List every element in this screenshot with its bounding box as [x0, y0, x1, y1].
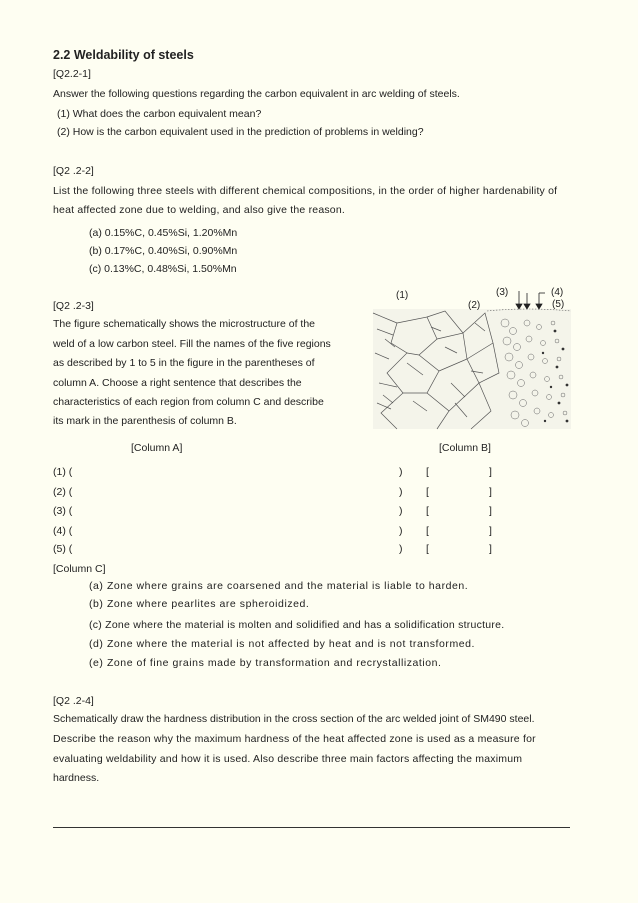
- column-b-close: ]: [489, 543, 492, 555]
- figure-label: (3): [496, 287, 509, 298]
- column-a-header: [Column A]: [131, 442, 183, 454]
- question-item: (2) How is the carbon equivalent used in the prediction of problems in welding?: [57, 126, 424, 138]
- question-tag: [Q2 .2-4]: [53, 695, 94, 707]
- footer-rule: [53, 827, 570, 828]
- column-b-open: [: [426, 505, 429, 517]
- column-b-open: [: [426, 466, 429, 478]
- question-text: weld of a low carbon steel. Fill the names of the five regions: [53, 338, 331, 350]
- column-a-close: ): [399, 505, 403, 517]
- question-text: Answer the following questions regarding the carbon equivalent in arc welding of steels.: [53, 88, 460, 100]
- weld-microstructure-figure: [367, 283, 573, 431]
- question-text: characteristics of each region from column C and describe: [53, 396, 324, 408]
- question-text: as described by 1 to 5 in the figure in the parentheses of: [53, 357, 315, 369]
- column-b-open: [: [426, 486, 429, 498]
- row-number: (1) (: [53, 466, 73, 478]
- row-number: (3) (: [53, 505, 73, 517]
- question-text: hardness.: [53, 772, 100, 784]
- question-text: column A. Choose a right sentence that describes the: [53, 377, 302, 389]
- figure-label: (5): [552, 299, 565, 310]
- question-text: Schematically draw the hardness distribution in the cross section of the arc welded joint of SM490 steel.: [53, 713, 535, 725]
- column-a-close: ): [399, 525, 403, 537]
- column-c-item: (b) Zone where pearlites are spheroidized.: [89, 598, 310, 610]
- column-b-close: ]: [489, 505, 492, 517]
- row-number: (5) (: [53, 543, 73, 555]
- row-number: (4) (: [53, 525, 73, 537]
- question-text: its mark in the parenthesis of column B.: [53, 415, 237, 427]
- column-a-close: ): [399, 486, 403, 498]
- question-tag: [Q2.2-1]: [53, 68, 91, 80]
- question-item: (1) What does the carbon equivalent mean?: [57, 108, 262, 120]
- question-text: The figure schematically shows the microstructure of the: [53, 318, 316, 330]
- question-text: List the following three steels with different chemical compositions, in the order of higher hardenability of: [53, 185, 558, 197]
- question-text: Describe the reason why the maximum hardness of the heat affected zone is used as a measure for: [53, 733, 536, 745]
- column-b-open: [: [426, 543, 429, 555]
- column-b-close: ]: [489, 525, 492, 537]
- row-number: (2) (: [53, 486, 73, 498]
- column-b-open: [: [426, 525, 429, 537]
- column-c-item: (c) Zone where the material is molten and solidified and has a solidification structure.: [89, 619, 505, 631]
- section-title: 2.2 Weldability of steels: [53, 48, 194, 62]
- figure-label: (4): [551, 287, 564, 298]
- column-b-header: [Column B]: [439, 442, 491, 454]
- column-c-item: (d) Zone where the material is not affected by heat and is not transformed.: [89, 638, 475, 650]
- steel-option: (b) 0.17%C, 0.40%Si, 0.90%Mn: [89, 245, 238, 257]
- steel-option: (c) 0.13%C, 0.48%Si, 1.50%Mn: [89, 263, 237, 275]
- column-c-item: (e) Zone of fine grains made by transformation and recrystallization.: [89, 657, 442, 669]
- column-a-close: ): [399, 466, 403, 478]
- figure-label: (1): [396, 290, 409, 301]
- question-tag: [Q2 .2-3]: [53, 300, 94, 312]
- figure-label: (2): [468, 300, 481, 311]
- column-b-close: ]: [489, 466, 492, 478]
- steel-option: (a) 0.15%C, 0.45%Si, 1.20%Mn: [89, 227, 238, 239]
- question-text: heat affected zone due to welding, and also give the reason.: [53, 204, 346, 216]
- column-a-close: ): [399, 543, 403, 555]
- question-text: evaluating weldability and how it is used. Also describe three main factors affecting the maximum: [53, 753, 523, 765]
- column-b-close: ]: [489, 486, 492, 498]
- column-c-header: [Column C]: [53, 563, 106, 575]
- question-tag: [Q2 .2-2]: [53, 165, 94, 177]
- column-c-item: (a) Zone where grains are coarsened and the material is liable to harden.: [89, 580, 469, 592]
